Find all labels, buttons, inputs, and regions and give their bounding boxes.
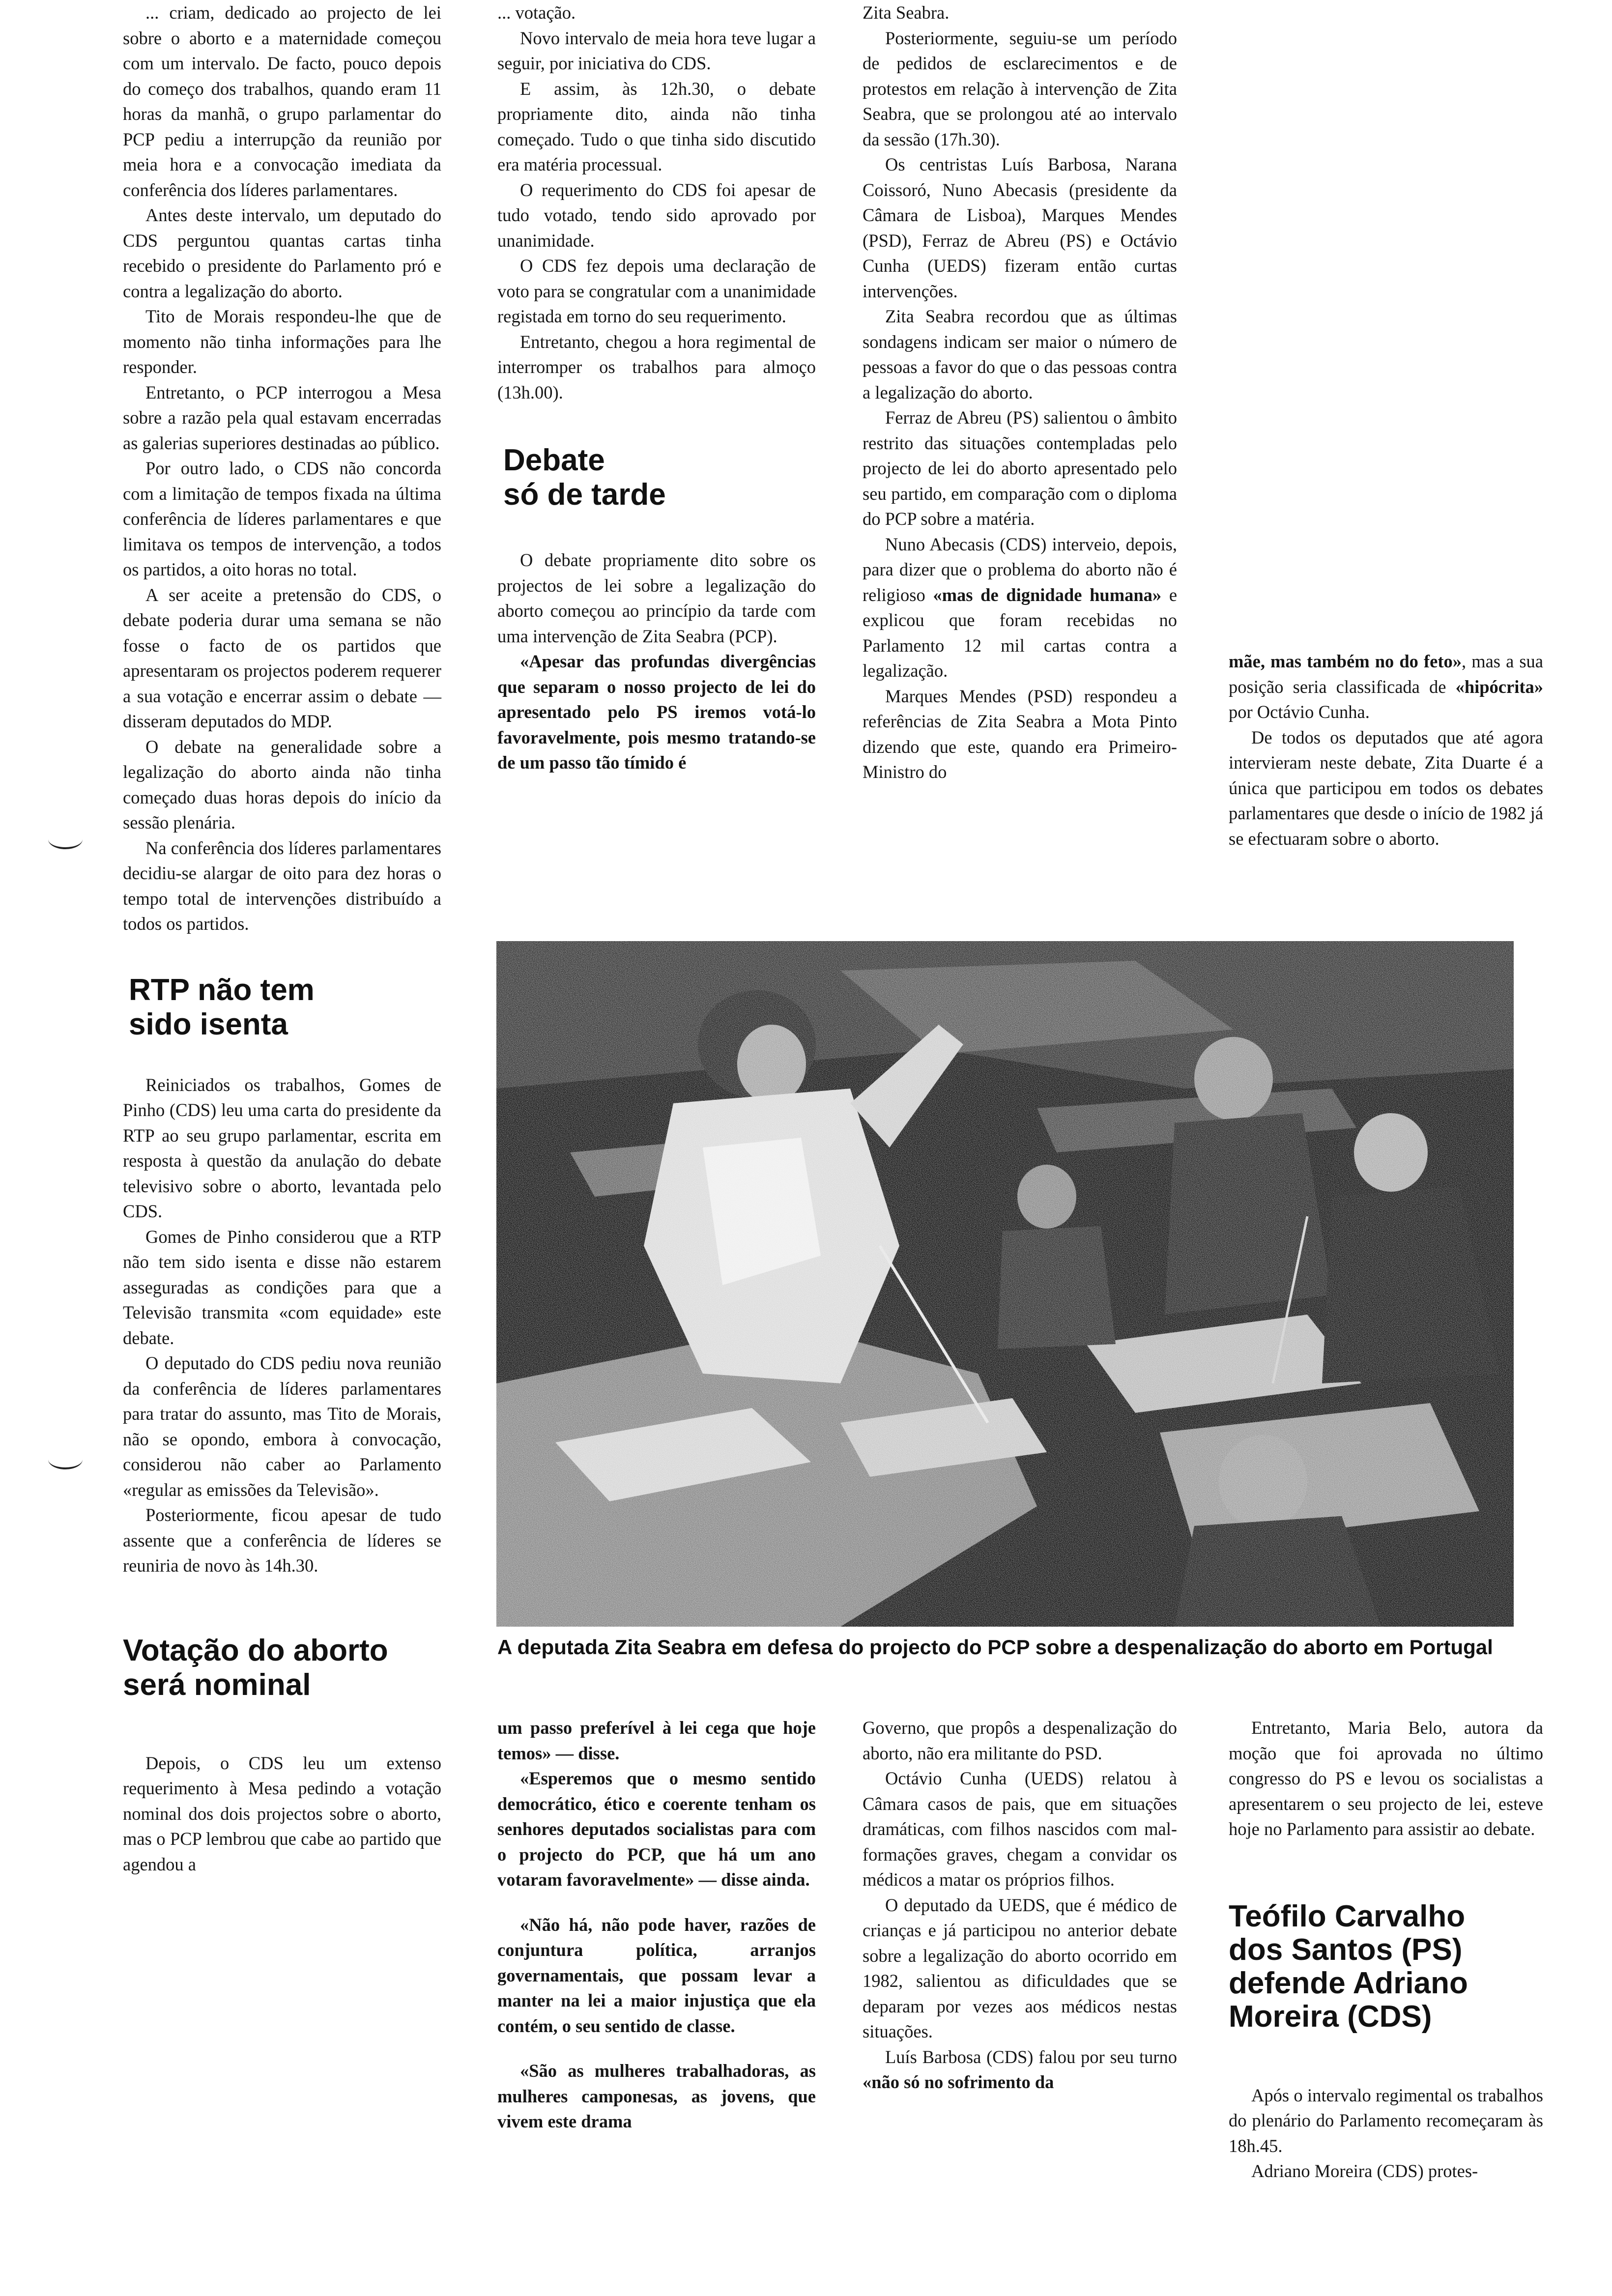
paragraph-quote: «Não há, não pode haver, razões de conjuntura política, arranjos governamentais, que possam levar a manter na lei a maior injustiça que ela contém, o seu sentido de classe. — [497, 1914, 816, 2036]
fold-mark — [48, 1450, 83, 1469]
paragraph: mãe, mas também no do feto», mas a sua posição seria classificada de «hipócrita» por Octávio Cunha. — [1229, 651, 1543, 722]
paragraph: Depois, o CDS leu um extenso requerimento à Mesa pedindo a votação nominal dos dois projectos sobre o aborto, mas o PCP lembrou que cabe ao partido que agendou a — [123, 1752, 441, 1874]
column-1 — [123, 0, 441, 1877]
photo-illustration — [496, 941, 1514, 1627]
paragraph: Marques Mendes (PSD) respondeu a referências de Zita Seabra a Mota Pinto dizendo que este, quando era Primeiro-Ministro do — [863, 686, 1177, 782]
paragraph: Tito de Morais respondeu-lhe que de momento não tinha informações para lhe responder. — [123, 306, 441, 377]
column-3-lower — [863, 1715, 1177, 2095]
paragraph: O CDS fez depois uma declaração de voto para se congratular com a unanimidade registada em torno do seu requerimento. — [497, 256, 816, 326]
paragraph: ... criam, dedicado ao projecto de lei sobre o aborto e a maternidade começou com um intervalo. De facto, pouco depois do começo dos trabalhos, quando eram 11 horas da manhã, o grupo parlamentar do PCP pediu a interrupção da reunião por meia hora e a convocação imediata da conferência dos líderes parlamentares. — [123, 2, 441, 200]
paragraph: O deputado da UEDS, que é médico de crianças e já participou no anterior debate sobre a legalização do aborto ocorrido em 1982, salientou as dificuldades que se deparam por vezes aos médicos nestas situações. — [863, 1894, 1177, 2041]
paragraph: Os centristas Luís Barbosa, Narana Coissoró, Nuno Abecasis (presidente da Câmara de Lisboa), Marques Mendes (PSD), Ferraz de Abreu (PS) e Octávio Cunha (UEDS) fizeram então curtas intervenções. — [863, 154, 1177, 301]
section-heading-teofilo: Teófilo Carvalho dos Santos (PS) defende Adriano Moreira (CDS) — [1229, 1899, 1468, 2034]
paragraph: O debate na generalidade sobre a legalização do aborto ainda não tinha começado duas horas depois do início da sessão plenária. — [123, 736, 441, 832]
fold-mark — [48, 830, 83, 849]
paragraph: Por outro lado, o CDS não concorda com a limitação de tempos fixada na última conferência de líderes parlamentares e que limitava os tempos de intervenção, a todos os partidos, a oito horas no total. — [123, 458, 441, 579]
paragraph-quote: «Esperemos que o mesmo sentido democrático, ético e coerente tenham os senhores deputados socialistas para com o projecto do PCP, que há um ano votaram favoravelmente» — disse ainda. — [497, 1768, 816, 1890]
paragraph: Ferraz de Abreu (PS) salientou o âmbito restrito das situações contempladas pelo projecto de lei do aborto apresentado pelo seu partido, em comparação com o diploma do PCP sobre a matéria. — [863, 407, 1177, 529]
paragraph: O debate propriamente dito sobre os projectos de lei sobre a legalização do aborto começou ao princípio da tarde com uma intervenção de Zita Seabra (PCP). — [497, 550, 816, 646]
paragraph-quote: um passo preferível à lei cega que hoje temos» — disse. — [497, 1718, 816, 1763]
column-2-upper — [497, 0, 816, 775]
paragraph: Posteriormente, ficou apesar de tudo assente que a conferência de líderes se reuniria de novo às 14h.30. — [123, 1505, 441, 1576]
paragraph: Entretanto, chegou a hora regimental de interromper os trabalhos para almoço (13h.00). — [497, 331, 816, 402]
paragraph: Zita Seabra recordou que as últimas sondagens indicam ser maior o número de pessoas a favor do que o das pessoas contra a legalização do aborto. — [863, 306, 1177, 402]
paragraph: Adriano Moreira (CDS) protes- — [1251, 2161, 1478, 2181]
paragraph: Após o intervalo regimental os trabalhos do plenário do Parlamento recomeçaram às 18h.45. — [1229, 2085, 1543, 2156]
photo-caption: A deputada Zita Seabra em defesa do projecto do PCP sobre a despenalização do aborto em Portugal — [497, 1636, 1493, 1659]
section-heading-rtp: RTP não tem sido isenta — [129, 973, 315, 1041]
column-4-lower — [1229, 1715, 1543, 2184]
paragraph: O deputado do CDS pediu nova reunião da conferência de líderes parlamentares para tratar do assunto, mas Tito de Morais, não se opondo, embora à convocação, considerou não caber ao Parlamento «regular as emissões da Televisão». — [123, 1353, 441, 1500]
paragraph: Posteriormente, seguiu-se um período de pedidos de esclarecimentos e de protestos em relação à intervenção de Zita Seabra, que se prolongou até ao intervalo da sessão (17h.30). — [863, 28, 1177, 149]
column-3-upper — [863, 0, 1177, 785]
paragraph: Reiniciados os trabalhos, Gomes de Pinho (CDS) leu uma carta do presidente da RTP ao seu grupo parlamentar, escrita em resposta à questão da anulação do debate televisivo sobre o aborto, levantada pelo CDS. — [123, 1074, 441, 1221]
paragraph: A ser aceite a pretensão do CDS, o debate poderia durar uma semana se não fosse o facto de os partidos que apresentaram os projectos poderem requerer a sua votação e encerrar assim o debate — disseram deputados do MDP. — [123, 584, 441, 731]
paragraph: Na conferência dos líderes parlamentares decidiu-se alargar de oito para dez horas o tempo total de intervenções distribuído a todos os partidos. — [123, 837, 441, 934]
paragraph: Zita Seabra. — [863, 2, 950, 23]
paragraph: O requerimento do CDS foi apesar de tudo votado, tendo sido aprovado por unanimidade. — [497, 179, 816, 251]
section-heading-votacao: Votação do aborto será nominal — [123, 1633, 388, 1702]
paragraph-quote: «São as mulheres trabalhadoras, as mulheres camponesas, as jovens, que vivem este drama — [497, 2061, 816, 2131]
paragraph: Gomes de Pinho considerou que a RTP não tem sido isenta e disse não estarem asseguradas as condições para que a Televisão transmita «com equidade» este debate. — [123, 1226, 441, 1348]
column-4-upper — [1229, 649, 1543, 851]
paragraph: Entretanto, o PCP interrogou a Mesa sobre a razão pela qual estavam encerradas as galerias superiores destinadas ao público. — [123, 382, 441, 453]
paragraph: De todos os deputados que até agora intervieram neste debate, Zita Duarte é a única que participou em todos os debates parlamentares que desde o início de 1982 já se efectuaram sobre o aborto. — [1229, 727, 1543, 849]
paragraph: Governo, que propôs a despenalização do aborto, não era militante do PSD. — [863, 1718, 1177, 1763]
paragraph: Antes deste intervalo, um deputado do CDS perguntou quantas cartas tinha recebido o presidente do Parlamento pró e contra a legalização do aborto. — [123, 205, 441, 301]
paragraph: Nuno Abecasis (CDS) interveio, depois, para dizer que o problema do aborto não é religioso «mas de dignidade humana» e explicou que foram recebidas no Parlamento 12 mil cartas contra a legalização. — [863, 534, 1178, 681]
paragraph: Novo intervalo de meia hora teve lugar a seguir, por iniciativa do CDS. — [497, 28, 816, 73]
paragraph: Entretanto, Maria Belo, autora da moção que foi aprovada no último congresso do PS e levou os socialistas a apresentarem o seu projecto de lei, esteve hoje no Parlamento para assistir ao debate. — [1229, 1718, 1543, 1839]
paragraph: Octávio Cunha (UEDS) relatou à Câmara casos de pais, que em situações dramáticas, com filhos nascidos com mal-formações graves, chegam a convidar os médicos a matar os próprios filhos. — [863, 1768, 1177, 1890]
paragraph: Luís Barbosa (CDS) falou por seu turno «não só no sofrimento da — [863, 2046, 1177, 2092]
paragraph: E assim, às 12h.30, o debate propriamente dito, ainda não tinha começado. Tudo o que tinha sido discutido era matéria processual. — [497, 78, 816, 174]
paragraph: ... votação. — [497, 2, 576, 23]
section-heading-debate: Debate só de tarde — [503, 443, 666, 512]
paragraph-quote: «Apesar das profundas divergências que separam o nosso projecto de lei do apresentado pelo PS iremos votá-lo favoravelmente, pois mesmo tratando-se de um passo tão tímido é — [497, 651, 816, 773]
column-2-lower — [497, 1715, 816, 2134]
news-photo — [496, 941, 1514, 1627]
